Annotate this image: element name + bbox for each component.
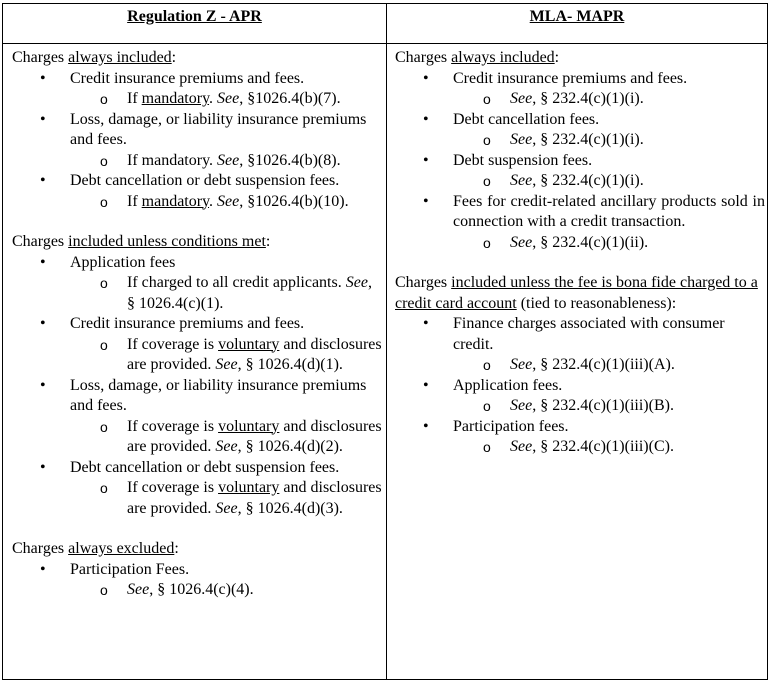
spacer	[12, 519, 382, 539]
sub-list-item: o If coverage is voluntary and disclosures are provided. See, § 1026.4(d)(1).	[12, 335, 382, 376]
section-heading: Charges always excluded:	[12, 540, 179, 557]
list-item: • Credit insurance premiums and fees.	[12, 69, 382, 90]
list-item: • Participation Fees.	[12, 560, 382, 581]
list-item: • Application fees	[12, 253, 382, 274]
sub-list-item: o See, § 232.4(c)(1)(ii).	[395, 233, 765, 254]
mla-column	[395, 48, 765, 458]
sub-list-item: o See, § 232.4(c)(1)(iii)(B).	[395, 396, 765, 417]
list-item: • Loss, damage, or liability insurance premiums and fees.	[12, 376, 382, 417]
comparison-table	[2, 3, 768, 680]
regulation-z-column	[12, 48, 382, 601]
header-divider	[3, 43, 767, 44]
sub-list-item: o See, § 232.4(c)(1)(iii)(C).	[395, 437, 765, 458]
sub-list-item: o If mandatory. See, §1026.4(b)(8).	[12, 151, 382, 172]
spacer	[12, 212, 382, 232]
sub-list-item: o If charged to all credit applicants. See, § 1026.4(c)(1).	[12, 273, 382, 314]
list-item: • Debt suspension fees.	[395, 151, 765, 172]
list-item: • Debt cancellation or debt suspension fees.	[12, 458, 382, 479]
sub-list-item: o See, § 1026.4(c)(4).	[12, 580, 382, 601]
sub-list-item: o If coverage is voluntary and disclosures are provided. See, § 1026.4(d)(2).	[12, 417, 382, 458]
sub-list-item: o If mandatory. See, §1026.4(b)(10).	[12, 192, 382, 213]
list-item: • Credit insurance premiums and fees.	[395, 69, 765, 90]
list-item: • Finance charges associated with consumer credit.	[395, 314, 765, 355]
list-item: • Application fees.	[395, 376, 765, 397]
section-heading: Charges included unless the fee is bona fide charged to a credit card account (tied to reasonableness):	[395, 274, 758, 312]
column-divider	[386, 4, 387, 679]
section-heading: Charges included unless conditions met:	[12, 233, 271, 250]
sub-list-item: o If coverage is voluntary and disclosures are provided. See, § 1026.4(d)(3).	[12, 478, 382, 519]
sub-list-item: o See, § 232.4(c)(1)(i).	[395, 171, 765, 192]
list-item: • Loss, damage, or liability insurance premiums and fees.	[12, 110, 382, 151]
sub-list-item: o See, § 232.4(c)(1)(i).	[395, 89, 765, 110]
list-item: • Debt cancellation fees.	[395, 110, 765, 131]
list-item: • Fees for credit-related ancillary products sold in connection with a credit transaction.	[395, 192, 765, 233]
spacer	[395, 253, 765, 273]
sub-list-item: o See, § 232.4(c)(1)(iii)(A).	[395, 355, 765, 376]
sub-list-item: o See, § 232.4(c)(1)(i).	[395, 130, 765, 151]
section-heading: Charges always included:	[395, 49, 560, 66]
list-item: • Debt cancellation or debt suspension fees.	[12, 171, 382, 192]
list-item: • Credit insurance premiums and fees.	[12, 314, 382, 335]
section-heading: Charges always included:	[12, 49, 177, 66]
sub-list-item: o If mandatory. See, §1026.4(b)(7).	[12, 89, 382, 110]
header-mla: MLA- MAPR	[529, 8, 625, 25]
list-item: • Participation fees.	[395, 417, 765, 438]
header-regulation-z: Regulation Z - APR	[127, 8, 262, 25]
